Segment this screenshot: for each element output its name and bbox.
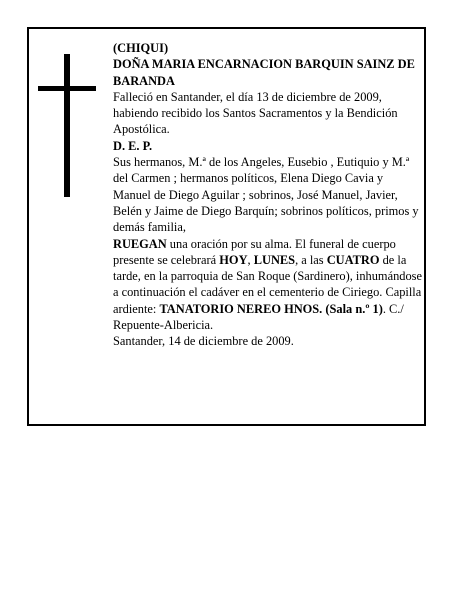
date-line: Santander, 14 de diciembre de 2009.: [113, 334, 294, 349]
prayer-text: una oración por su alma. El funeral de cuerpo presente se celebrará: [113, 236, 396, 267]
rip-line: D. E. P.: [113, 138, 153, 153]
hoy-word: HOY: [219, 252, 248, 267]
obituary-text: [113, 40, 423, 350]
cross-icon: [64, 54, 70, 197]
nickname: (CHIQUI): [113, 41, 169, 55]
deceased-name: DOÑA MARIA ENCARNACION BARQUIN SAINZ DE BARANDA: [113, 57, 415, 88]
comma-text: ,: [247, 252, 254, 267]
lunes-word: LUNES: [253, 252, 296, 267]
tanatorio-address: . C./ Repuente-Albericia.: [113, 301, 404, 333]
ruegan-word: RUEGAN: [113, 236, 167, 251]
time-text: , a las: [295, 252, 327, 267]
family-list: Sus hermanos, M.ª de los Angeles, Eusebio , Eutiquio y M.ª del Carmen ; hermanos políticos, Elena Diego Cavia y Manuel de Diego Aguilar ; sobrinos, José Manuel, Javier, Belén y Jaime de Diego Barquín; sobrinos políticos, primos y demás familia,: [113, 155, 419, 235]
tanatorio-name: TANATORIO NEREO HNOS. (Sala n.º 1): [159, 301, 383, 316]
death-statement: Falleció en Santander, el día 13 de diciembre de 2009, habiendo recibido los Santos Sacramentos y la Bendición Apostólica.: [113, 89, 398, 137]
funeral-paragraph: [113, 236, 423, 334]
cuatro-word: CUATRO: [326, 252, 380, 267]
cross-icon-bar: [38, 86, 96, 91]
funeral-details: de la tarde, en la parroquia de San Roque (Sardinero), inhumándose a continuación el cadáver en el cementerio de Ciriego. Capilla ardiente:: [113, 252, 422, 316]
